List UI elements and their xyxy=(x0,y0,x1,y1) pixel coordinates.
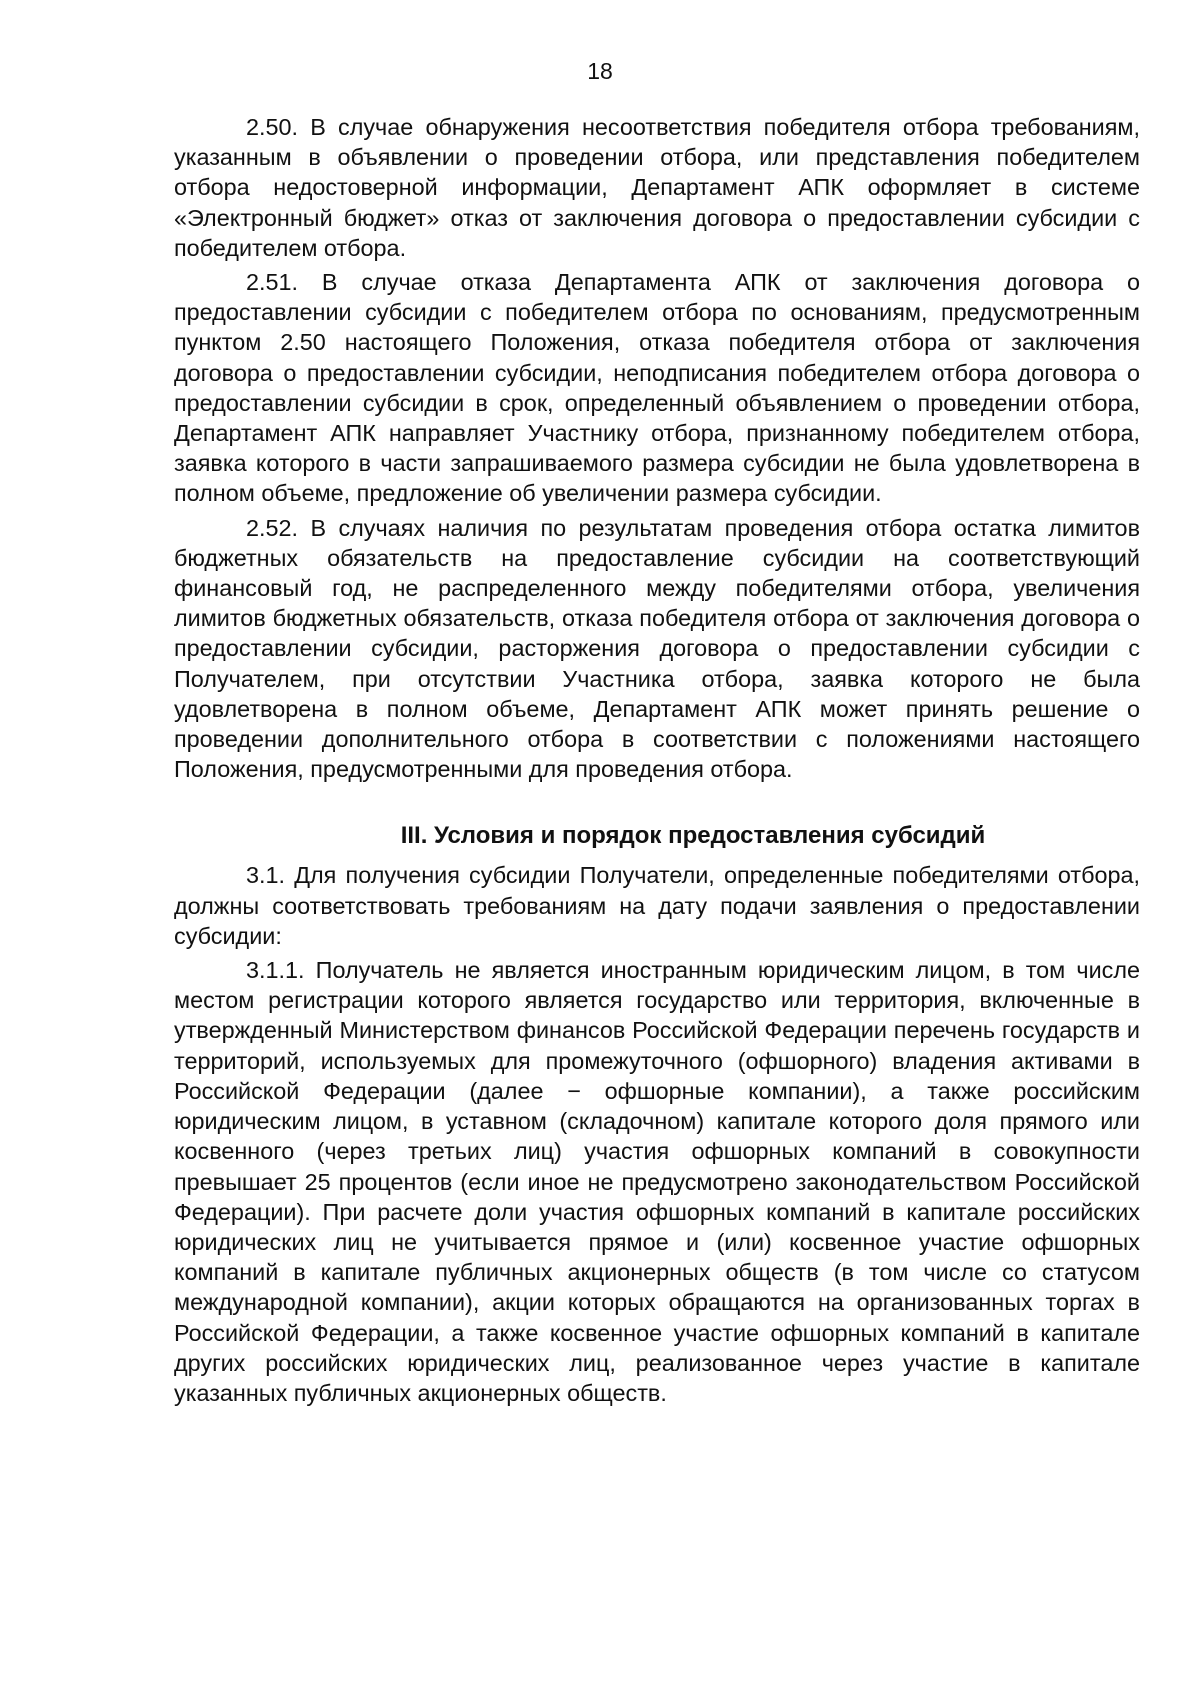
document-body xyxy=(174,112,1140,1412)
paragraph-3-1-1: 3.1.1. Получатель не является иностранным юридическим лицом, в том числе местом регистрации которого является государство или территория, включенные в утвержденный Министерством финансов Российской Федерации перечень государств и территорий, используемых для промежуточного (офшорного) владения активами в Российской Федерации (далее − офшорные компании), а также российским юридическим лицом, в уставном (складочном) капитале которого доля прямого или косвенного (через третьих лиц) участия офшорных компаний в совокупности превышает 25 процентов (если иное не предусмотрено законодательством Российской Федерации). При расчете доли участия офшорных компаний в капитале российских юридических лиц не учитывается прямое и (или) косвенное участие офшорных компаний в капитале публичных акционерных обществ (в том числе со статусом международной компании), акции которых обращаются на организованных торгах в Российской Федерации, а также косвенное участие офшорных компаний в капитале других российских юридических лиц, реализованное через участие в капитале указанных публичных акционерных обществ. xyxy=(174,957,1140,1406)
paragraph-2-51: 2.51. В случае отказа Департамента АПК от заключения договора о предоставлении субсидии с победителем отбора по основаниям, предусмотренным пунктом 2.50 настоящего Положения, отказа победителя отбора от заключения договора о предоставлении субсидии, неподписания победителем отбора договора о предоставлении субсидии в срок, определенный объявлением о проведении отбора, Департамент АПК направляет Участнику отбора, признанному победителем отбора, заявка которого в части запрашиваемого размера субсидии не была удовлетворена в полном объеме, предложение об увеличении размера субсидии. xyxy=(174,269,1140,507)
section-heading: III. Условия и порядок предоставления субсидий xyxy=(400,822,986,850)
paragraph-2-50: 2.50. В случае обнаружения несоответствия победителя отбора требованиям, указанным в объявлении о проведении отбора, или представления победителем отбора недостоверной информации, Департамент АПК оформляет в системе «Электронный бюджет» отказ от заключения договора о предоставлении субсидии с победителем отбора. xyxy=(174,114,1140,261)
paragraph-3-1: 3.1. Для получения субсидии Получатели, определенные победителями отбора, должны соответствовать требованиям на дату подачи заявления о предоставлении субсидии: xyxy=(174,862,1140,949)
page-number: 18 xyxy=(587,58,613,84)
paragraph-2-52: 2.52. В случаях наличия по результатам проведения отбора остатка лимитов бюджетных обязательств на предоставление субсидии на соответствующий финансовый год, не распределенного между победителями отбора, увеличения лимитов бюджетных обязательств, отказа победителя отбора от заключения договора о предоставлении субсидии, расторжения договора о предоставлении субсидии с Получателем, при отсутствии Участника отбора, заявка которого не была удовлетворена в полном объеме, Департамент АПК может принять решение о проведении дополнительного отбора в соответствии с положениями настоящего Положения, предусмотренными для проведения отбора. xyxy=(174,514,1140,783)
